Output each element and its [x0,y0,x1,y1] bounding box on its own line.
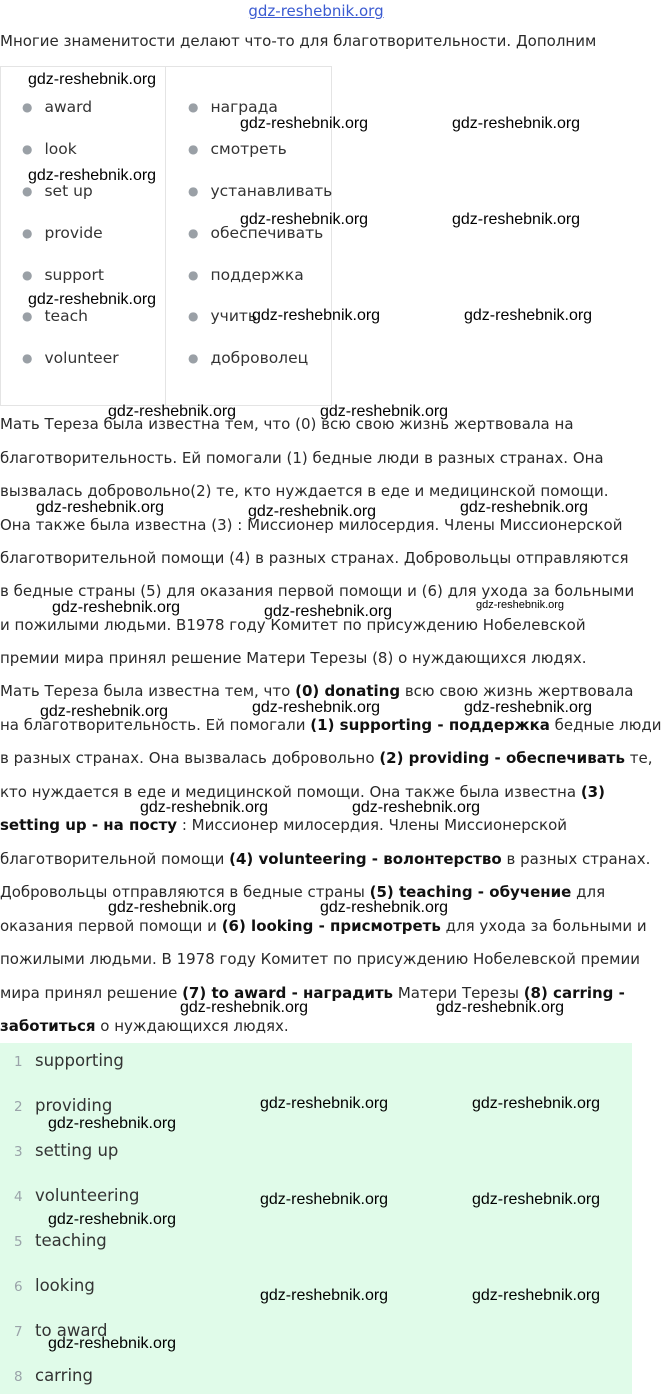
watermark: gdz-reshebnik.org [52,599,181,616]
answer-word: setting up [35,1141,119,1160]
answer-highlight: (1) supporting - поддержка [310,716,550,734]
watermark: gdz-reshebnik.org [472,1191,601,1208]
watermark: gdz-reshebnik.org [464,307,593,324]
task-line: вызвалась добровольно(2) те, кто нуждается в еде и медицинской помощи. [0,482,609,500]
bullet-icon: ● [188,100,199,114]
task-line: и пожилыми людьми. В1978 году Комитет по присуждению Нобелевской [0,616,586,634]
answer-number: 7 [14,1324,23,1340]
bullet-icon: ● [188,142,199,156]
watermark: gdz-reshebnik.org [436,999,565,1016]
watermark: gdz-reshebnik.org [140,799,269,816]
vocab-en-item: ● set up [22,182,93,200]
answer-word: looking [35,1276,95,1295]
watermark: gdz-reshebnik.org [180,999,309,1016]
answer-number: 6 [14,1279,23,1295]
task-line: Мать Тереза была известна тем, что (0) всю свою жизнь жертвовала на [0,415,574,433]
bullet-icon: ● [22,142,33,156]
watermark: gdz-reshebnik.org [260,1191,389,1208]
answer-word: carring [35,1366,93,1385]
answer-word: teaching [35,1231,107,1250]
answer-highlight: setting up - на посту [0,816,178,834]
watermark: gdz-reshebnik.org [248,503,377,520]
watermark: gdz-reshebnik.org [252,307,381,324]
solution-line: пожилыми людьми. В 1978 году Комитет по присуждению Нобелевской премии [0,950,640,968]
answer-word: volunteering [35,1186,140,1205]
bullet-icon: ● [22,268,33,282]
watermark: gdz-reshebnik.org [452,211,581,228]
vocab-ru-item: ● награда [188,98,278,116]
answer-number: 5 [14,1234,23,1250]
answer-number: 3 [14,1144,23,1160]
watermark: gdz-reshebnik.org [48,1115,177,1132]
answer-number: 2 [14,1099,23,1115]
task-line: Она также была известна (3) : Миссионер милосердия. Члены Миссионерской [0,516,623,534]
answer-highlight: (8) carring - [523,984,625,1002]
watermark: gdz-reshebnik.org [28,71,157,88]
watermark: gdz-reshebnik.org [28,291,157,308]
watermark: gdz-reshebnik.org [476,599,565,611]
vocab-en-item: ● award [22,98,93,116]
watermark: gdz-reshebnik.org [320,899,449,916]
answer-highlight: (4) volunteering - волонтерство [229,850,502,868]
watermark: gdz-reshebnik.org [464,699,593,716]
answer-highlight: (5) teaching - обучение [369,883,572,901]
vocab-ru-item: ● поддержка [188,266,304,284]
answer-highlight: (2) providing - обеспечивать [379,749,625,767]
bullet-icon: ● [188,309,199,323]
solution-line: Добровольцы отправляются в бедные страны (5) teaching - обучение для [0,883,606,901]
watermark: gdz-reshebnik.org [240,115,369,132]
answer-highlight: (7) to award - наградить [182,984,394,1002]
answer-highlight: заботиться [0,1017,96,1035]
answer-highlight: (3) [580,783,605,801]
solution-line: мира принял решение (7) to award - наградить Матери Терезы (8) carring - [0,984,625,1002]
answer-number: 1 [14,1054,23,1070]
watermark: gdz-reshebnik.org [40,703,169,720]
solution-line: на благотворительность. Ей помогали (1) supporting - поддержка бедные люди [0,716,661,734]
vocab-ru-item: ● учить [188,307,258,325]
answer-word: to award [35,1321,108,1340]
task-line: благотворительной помощи (4) в разных странах. Добровольцы отправляются [0,549,629,567]
vocab-en-item: ● support [22,266,104,284]
solution-line: оказания первой помощи и (6) looking - присмотреть для ухода за больными и [0,917,647,935]
watermark: gdz-reshebnik.org [472,1095,601,1112]
solution-line: в разных странах. Она вызвалась добровольно (2) providing - обеспечивать те, [0,749,653,767]
solution-line: setting up - на посту : Миссионер милосердия. Члены Миссионерской [0,816,568,834]
watermark: gdz-reshebnik.org [260,1095,389,1112]
solution-line: Мать Тереза была известна тем, что (0) donating всю свою жизнь жертвовала [0,682,634,700]
task-line: благотворительность. Ей помогали (1) бедные люди в разных странах. Она [0,449,604,467]
watermark: gdz-reshebnik.org [28,167,157,184]
watermark: gdz-reshebnik.org [48,1335,177,1352]
answer-highlight: (6) looking - присмотреть [221,917,441,935]
solution-line: благотворительной помощи (4) volunteering - волонтерство в разных странах. [0,850,651,868]
bullet-icon: ● [188,184,199,198]
answer-word: supporting [35,1051,124,1070]
watermark: gdz-reshebnik.org [36,499,165,516]
site-link[interactable]: gdz-reshebnik.org [248,2,384,20]
watermark: gdz-reshebnik.org [264,603,393,620]
vocab-ru-item: ● обеспечивать [188,224,324,242]
bullet-icon: ● [22,100,33,114]
vocab-ru-item: ● устанавливать [188,182,333,200]
watermark: gdz-reshebnik.org [460,499,589,516]
watermark: gdz-reshebnik.org [108,899,237,916]
vocab-ru-item: ● доброволец [188,349,309,367]
bullet-icon: ● [188,226,199,240]
watermark: gdz-reshebnik.org [472,1287,601,1304]
bullet-icon: ● [22,184,33,198]
solution-line: кто нуждается в еде и медицинской помощи. Она также была известна (3) [0,783,605,801]
watermark: gdz-reshebnik.org [48,1211,177,1228]
watermark: gdz-reshebnik.org [352,799,481,816]
watermark: gdz-reshebnik.org [260,1287,389,1304]
vocab-en-item: ● volunteer [22,349,119,367]
answer-number: 8 [14,1369,23,1385]
solution-line: заботиться о нуждающихся людях. [0,1017,289,1035]
watermark: gdz-reshebnik.org [452,115,581,132]
intro-text: Многие знаменитости делают что-то для благотворительности. Дополним [0,32,597,50]
bullet-icon: ● [22,309,33,323]
bullet-icon: ● [188,268,199,282]
vocab-en-item: ● teach [22,307,88,325]
watermark: gdz-reshebnik.org [108,403,237,420]
task-line: в бедные страны (5) для оказания первой помощи и (6) для ухода за больными [0,582,635,600]
bullet-icon: ● [188,351,199,365]
watermark: gdz-reshebnik.org [240,211,369,228]
bullet-icon: ● [22,226,33,240]
vocab-en-item: ● provide [22,224,103,242]
watermark: gdz-reshebnik.org [320,403,449,420]
watermark: gdz-reshebnik.org [252,699,381,716]
answer-highlight: (0) donating [295,682,401,700]
vocab-ru-item: ● смотреть [188,140,287,158]
bullet-icon: ● [22,351,33,365]
answer-word: providing [35,1096,113,1115]
answer-number: 4 [14,1189,23,1205]
vocab-en-item: ● look [22,140,77,158]
vocab-divider [165,66,166,406]
task-line: премии мира принял решение Матери Терезы (8) о нуждающихся людях. [0,649,587,667]
